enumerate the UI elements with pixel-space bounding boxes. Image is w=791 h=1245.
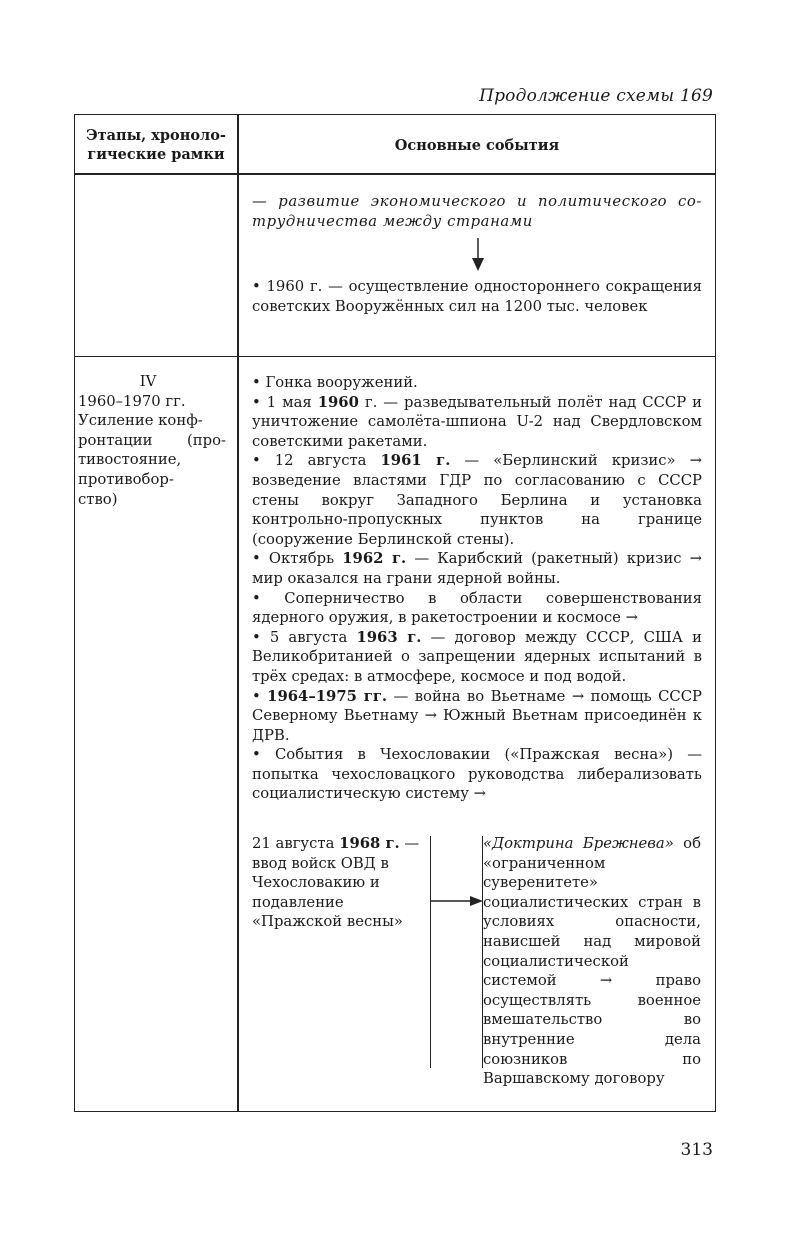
stage-column xyxy=(78,372,228,509)
header-divider xyxy=(74,173,716,175)
stage-desc-4: противобор- xyxy=(78,470,174,488)
invasion-box xyxy=(252,834,422,932)
row1-italic-text xyxy=(252,192,702,231)
row1-event-text: — осуществление одностороннего сокращения советских Вооружённых сил на 1200 тыс. человек xyxy=(252,278,702,315)
event-item: • 1964–1975 гг. — война во Вьетнаме → помощь СССР Северному Вьетнаму → Южный Вьетнам присоединён к ДРВ. xyxy=(252,687,702,746)
row1-event xyxy=(252,277,702,316)
page-number: 313 xyxy=(680,1140,713,1160)
event-item: • 1 мая 1960 г. — разведывательный полёт над СССР и уничтожение самолёта-шпиона U-2 над Свердловском советскими ракетами. xyxy=(252,393,702,452)
row2-events xyxy=(252,373,702,804)
invasion-year: 1968 г. xyxy=(339,835,400,852)
stage-desc-1: Усиление конф- xyxy=(78,412,203,430)
doctrine-text: об «ограниченном суверенитете» социалистических стран в условиях опасности, нависшей над мировой социалистической системой → право осуществлять военное вмешательство во внутренние дела союзников по Варшавскому договору xyxy=(483,835,701,1088)
row1-event-year: 1960 г. xyxy=(266,278,323,295)
row-divider xyxy=(74,356,716,357)
box-divider-left xyxy=(430,836,431,1068)
stage-desc-2: ронтации (про- xyxy=(78,431,226,449)
invasion-date: 21 августа xyxy=(252,835,340,852)
down-arrow-icon xyxy=(470,238,486,272)
invasion-text: — ввод войск ОВД в Чехословакию и подавление «Пражской весны» xyxy=(252,835,420,931)
stage-desc-3: тивостояние, xyxy=(78,451,182,469)
brezhnev-doctrine-box xyxy=(483,834,701,1089)
event-item: • 12 августа 1961 г. — «Берлинский кризис» → возведение властями ГДР по согласованию с СССР стены вокруг Западного Берлина и установка контрольно-пропускных пунктов на границе (сооружение Берлинской стены). xyxy=(252,451,702,549)
stage-years: 1960–1970 гг. xyxy=(78,392,186,410)
header-events: Основные события xyxy=(394,136,560,154)
row1-italic-line2: трудничества между странами xyxy=(252,212,533,230)
row1-italic-line1: — развитие экономического и политического со- xyxy=(252,193,702,210)
right-arrow-icon xyxy=(430,894,484,908)
event-item: • События в Чехословакии («Пражская весна») — попытка чехословацкого руководства либерализовать социалистическую систему → xyxy=(252,745,702,804)
header-stages: Этапы, хроноло-гические рамки xyxy=(86,127,226,163)
stage-number: IV xyxy=(139,373,157,390)
row1-event-paragraph xyxy=(252,277,702,316)
event-item: • Октябрь 1962 г. — Карибский (ракетный) кризис → мир оказался на грани ядерной войны. xyxy=(252,549,702,588)
column-divider xyxy=(237,114,239,1112)
event-item: • Соперничество в области совершенствования ядерного оружия, в ракетостроении и космосе → xyxy=(252,589,702,628)
stage-desc-5: ство) xyxy=(78,490,118,508)
event-item: • Гонка вооружений. xyxy=(252,373,702,393)
running-head: Продолжение схемы 169 xyxy=(479,86,713,106)
event-item: • 5 августа 1963 г. — договор между СССР, США и Великобританией о запрещении ядерных испытаний в трёх средах: в атмосфере, космосе и под водой. xyxy=(252,628,702,687)
doctrine-title: «Доктрина Брежнева» xyxy=(483,835,674,852)
